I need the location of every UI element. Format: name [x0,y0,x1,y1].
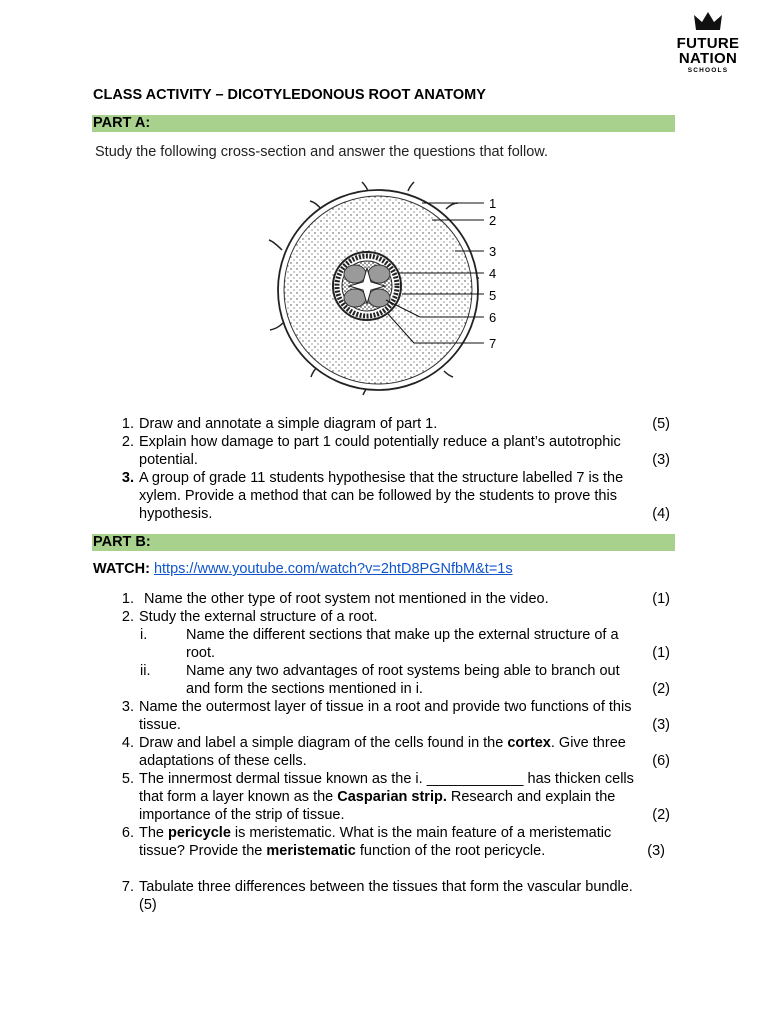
part-b-heading: PART B: [92,534,675,551]
part-a-question-3: 3. A group of grade 11 students hypothesise that the structure labelled 7 is the xylem. Provide a method that can be followed by the students to prove this hypothesis. (4) [121,470,670,522]
part-b-question-2-ii: ii. Name any two advantages of root systems being able to branch out and form the sections mentioned in i. (2) [140,663,670,697]
watch-line [93,561,513,577]
diagram-label-7: 7 [489,336,497,351]
video-link[interactable]: https://www.youtube.com/watch?v=2htD8PGNfbM&t=1s [153,561,513,577]
part-b-question-4: 4. Draw and label a simple diagram of the cells found in the cortex. Give three adaptations of these cells. (6) [121,735,670,769]
diagram-label-1: 1 [489,196,497,211]
part-a-heading: PART A: [92,115,675,132]
part-b-question-2: 2. Study the external structure of a root. [121,609,378,625]
part-a-question-2: 2. Explain how damage to part 1 could potentially reduce a plant’s autotrophic potential. (3) [121,434,670,468]
part-b-question-1: 1. Name the other type of root system not mentioned in the video. (1) [121,591,670,607]
logo-line-1: FUTURE [676,35,740,52]
part-a-question-1: 1. Draw and annotate a simple diagram of part 1. (5) [121,416,670,432]
logo-line-2: NATION [678,50,738,67]
diagram-label-5: 5 [489,288,497,303]
part-b-question-7: 7. Tabulate three differences between the tissues that form the vascular bundle. (5) [121,879,633,913]
part-b-question-6: 6. The pericycle is meristematic. What is the main feature of a meristematic tissue? Provide the meristematic function of the root pericycle. (3) [121,825,665,859]
part-a-instruction: Study the following cross-section and answer the questions that follow. [95,144,548,160]
school-logo [668,12,748,75]
crown-icon [693,12,723,32]
page-title: CLASS ACTIVITY – DICOTYLEDONOUS ROOT ANATOMY [93,87,486,103]
diagram-label-4: 4 [489,266,497,281]
part-b-question-5: 5. The innermost dermal tissue known as the i. ____________ has thicken cells that form a layer known as the Casparian strip. Research and explain the importance of the strip of tissue. (2) [121,771,670,823]
logo-line-3: SCHOOLS [687,67,729,74]
part-b-question-2-i: i. Name the different sections that make up the external structure of a root. (1) [140,627,670,661]
root-cross-section-diagram [260,178,505,398]
part-b-question-3: 3. Name the outermost layer of tissue in a root and provide two functions of this tissue. (3) [121,699,670,733]
diagram-label-3: 3 [489,244,497,259]
diagram-label-2: 2 [489,213,497,228]
diagram-label-6: 6 [489,310,497,325]
watch-label: WATCH: [93,561,150,577]
